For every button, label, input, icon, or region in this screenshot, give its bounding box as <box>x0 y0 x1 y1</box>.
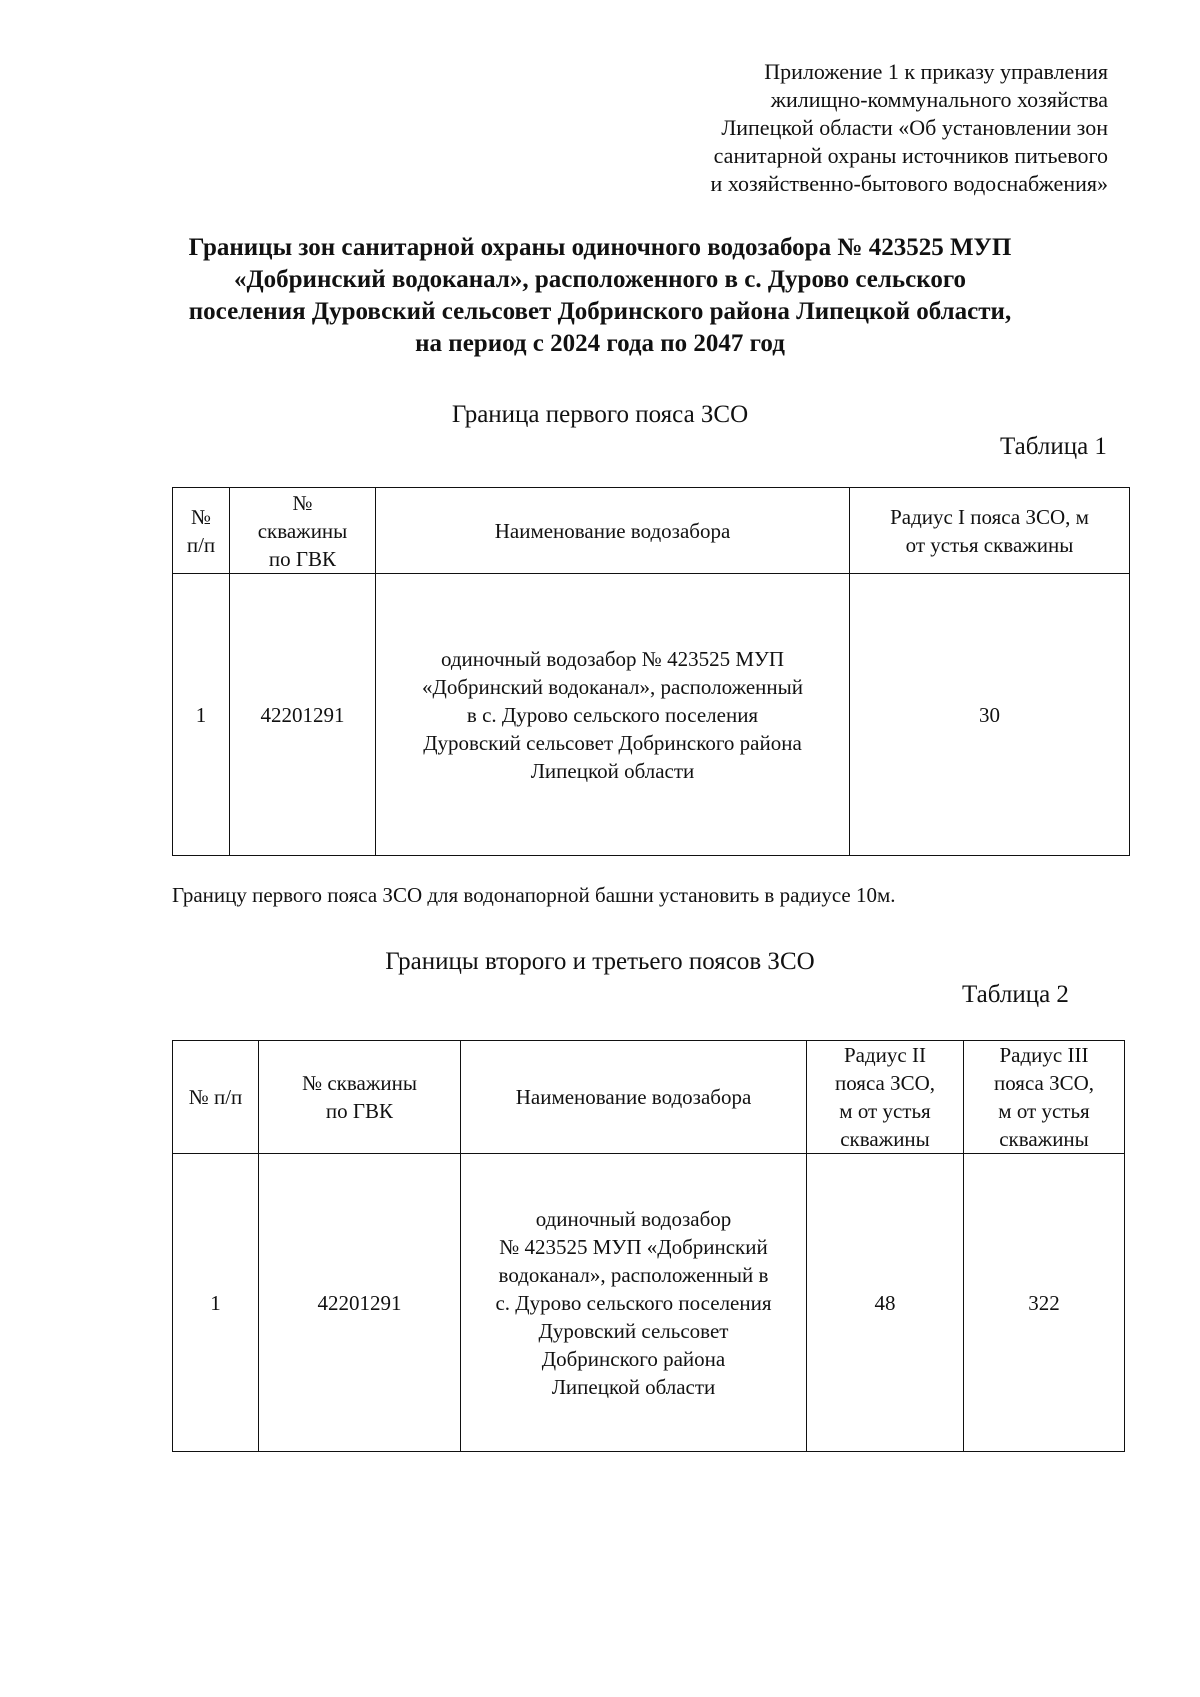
title-line: поселения Дуровский сельсовет Добринского района Липецкой области, <box>188 298 1012 325</box>
table2-header-radius2: Радиус II пояса ЗСО, м от устья скважины <box>807 1041 964 1154</box>
table2-header-name: Наименование водозабора <box>461 1041 807 1154</box>
table1-header-well: № скважины по ГВК <box>230 488 376 574</box>
title-line: на период с 2024 года по 2047 год <box>415 330 785 357</box>
table2-cell-radius3: 322 <box>964 1154 1125 1452</box>
table2 <box>172 1040 1125 1452</box>
table1-header-num: № п/п <box>173 488 230 574</box>
table1-header-radius1: Радиус I пояса ЗСО, м от устья скважины <box>850 488 1130 574</box>
table1-label: Таблица 1 <box>1000 433 1107 460</box>
table2-cell-well: 42201291 <box>259 1154 461 1452</box>
table2-header-num: № п/п <box>173 1041 259 1154</box>
table2-cell-radius2: 48 <box>807 1154 964 1452</box>
table1-cell-well: 42201291 <box>230 574 376 856</box>
table2-header-radius3: Радиус III пояса ЗСО, м от устья скважины <box>964 1041 1125 1154</box>
appendix-line: жилищно-коммунального хозяйства <box>770 87 1108 112</box>
table1-header-name: Наименование водозабора <box>376 488 850 574</box>
table1 <box>172 487 1130 856</box>
table1-cell-num: 1 <box>173 574 230 856</box>
table2-cell-num: 1 <box>173 1154 259 1452</box>
table2-label: Таблица 2 <box>962 981 1069 1008</box>
document-title <box>150 232 1050 360</box>
title-line: «Добринский водоканал», расположенного в с. Дурово сельского <box>233 266 967 293</box>
appendix-line: Липецкой области «Об установлении зон <box>721 115 1108 140</box>
table2-row <box>173 1154 1125 1452</box>
note-text: Границу первого пояса ЗСО для водонапорной башни установить в радиусе 10м. <box>172 883 896 907</box>
table1-cell-name: одиночный водозабор № 423525 МУП «Добринский водоканал», расположенный в с. Дурово сельского поселения Дуровский сельсовет Добринского района Липецкой области <box>376 574 850 856</box>
title-line: Границы зон санитарной охраны одиночного водозабора № 423525 МУП <box>188 234 1012 261</box>
appendix-line: Приложение 1 к приказу управления <box>764 59 1108 84</box>
appendix-line: санитарной охраны источников питьевого <box>713 143 1108 168</box>
section1-heading: Граница первого пояса ЗСО <box>451 401 749 428</box>
table1-header-row <box>173 488 1130 574</box>
table2-header-well: № скважины по ГВК <box>259 1041 461 1154</box>
table2-cell-name: одиночный водозабор № 423525 МУП «Добринский водоканал», расположенный в с. Дурово сельского поселения Дуровский сельсовет Добринского района Липецкой области <box>461 1154 807 1452</box>
table1-cell-radius1: 30 <box>850 574 1130 856</box>
table2-header-row <box>173 1041 1125 1154</box>
table1-row <box>173 574 1130 856</box>
section2-heading: Границы второго и третьего поясов ЗСО <box>385 948 815 975</box>
appendix-note <box>588 58 1108 198</box>
appendix-line: и хозяйственно-бытового водоснабжения» <box>710 171 1108 196</box>
